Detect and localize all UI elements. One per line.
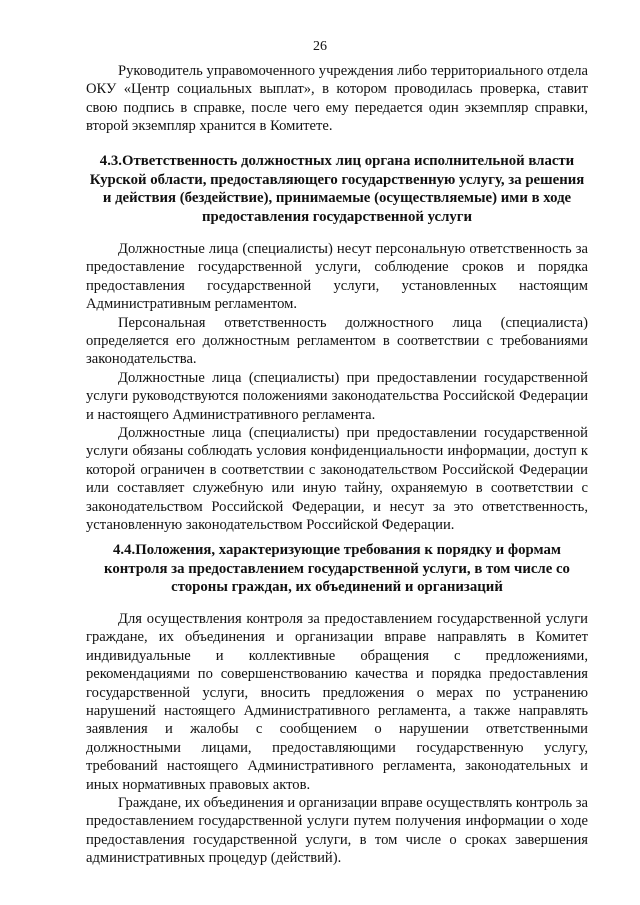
paragraph: Персональная ответственность должностного лица (специалиста) определяется его должностным регламентом в соответствии с требованиями законодательства. [86,314,588,368]
paragraph: Должностные лица (специалисты) несут персональную ответственность за предоставление государственной услуги, соблюдение сроков и порядка предоставления государственной услуги, установленных настоящим Административным регламентом. [86,241,588,313]
section-4-3-body [86,240,588,535]
section-4-3 [86,152,588,226]
paragraph: Должностные лица (специалисты) при предоставлении государственной услуги обязаны соблюдать условия конфиденциальности информации, доступ к которой ограничен в соответствии с законодательством Российской Федерации или составляет служебную или иную тайну, охраняемую в соответствии с законодательством Российской Федерации, и несут за это ответственность, установленную законодательством Российской Федерации. [86,425,588,534]
paragraph: Для осуществления контроля за предоставлением государственной услуги граждане, их объединения и организации вправе направлять в Комитет индивидуальные и коллективные обращения с предложениями, рекомендациями по совершенствованию качества и порядка предоставления государственной услуги, вносить предложения о мерах по устранению нарушений настоящего Административного регламента, а также направлять заявления и жалобы с сообщением о нарушении ответственными должностными лицами, предоставляющими государственную услугу, требований настоящего Административного регламента, законодательных и иных нормативных правовых актов. [86,611,588,793]
section-4-4-heading: 4.4.Положения, характеризующие требования к порядку и формам контроля за предоставлением государственной услуги, в том числе со стороны граждан, их объединений и организаций [104,542,570,596]
intro-paragraph: Руководитель управомоченного учреждения либо территориального отдела ОКУ «Центр социальных выплат», в котором проводилась проверка, ставит свою подпись в справке, после чего ему передается один экземпляр справки, второй экземпляр хранится в Комитете. [86,63,588,135]
section-4-4-body [86,610,588,868]
paragraph: Должностные лица (специалисты) при предоставлении государственной услуги руководствуются положениями законодательства Российской Федерации и настоящего Административного регламента. [86,369,588,423]
intro-block [86,62,588,136]
paragraph: Граждане, их объединения и организации вправе осуществлять контроль за предоставлением государственной услуги путем получения информации о ходе предоставления государственной услуги, в том числе о сроках завершения административных процедур (действий). [86,795,588,867]
section-4-3-heading: 4.3.Ответственность должностных лиц органа исполнительной власти Курской области, предоставляющего государственную услугу, за решения и действия (бездействие), принимаемые (осуществляемые) ими в ходе предоставления государственной услуги [89,153,585,225]
section-4-4 [86,541,588,597]
page-number: 26 [313,39,327,54]
